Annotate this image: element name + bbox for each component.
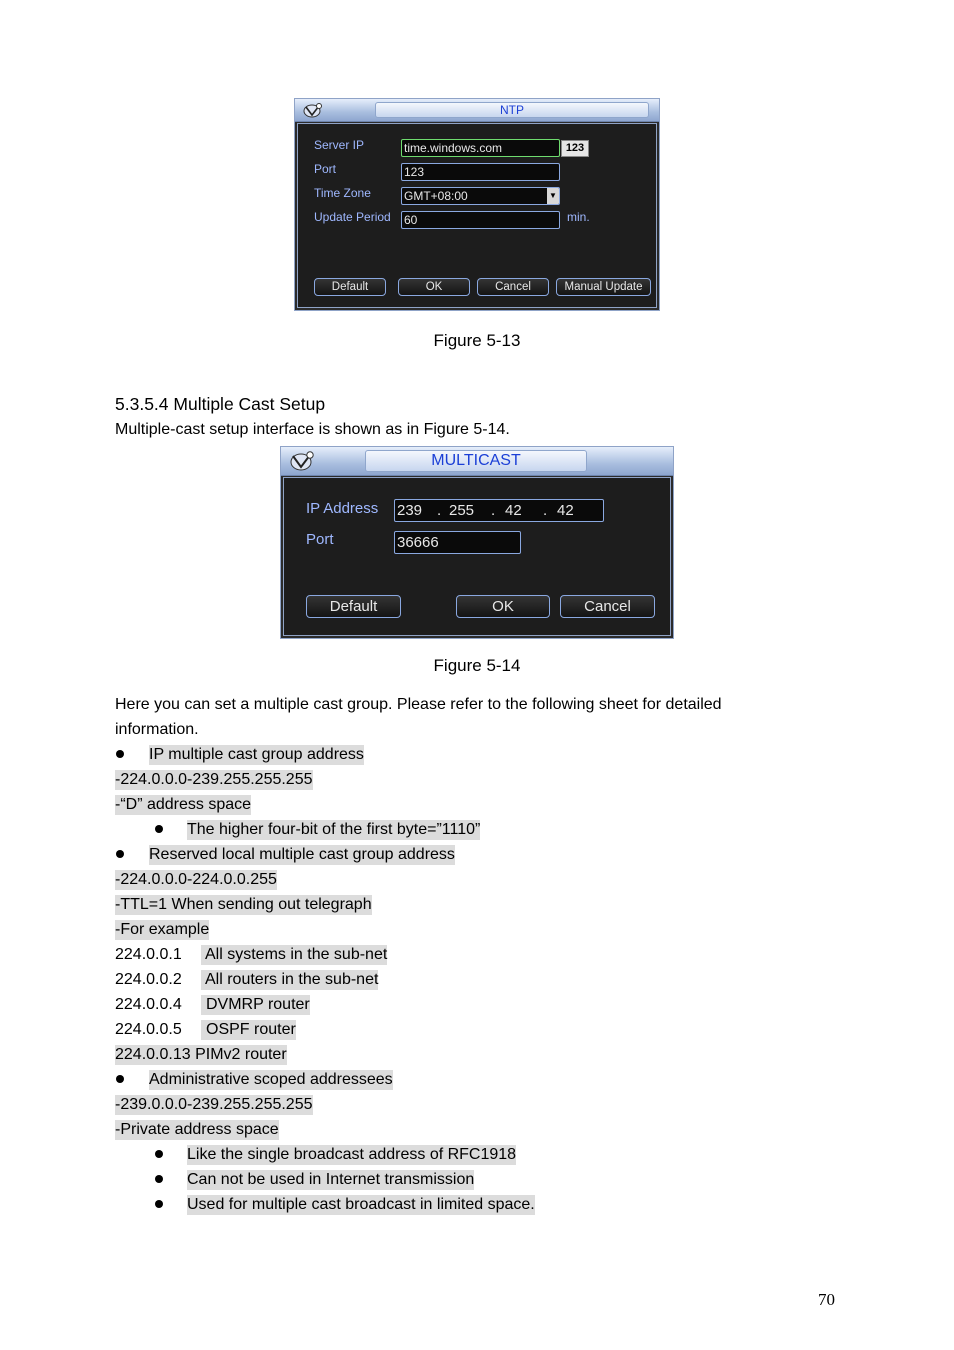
pimv2-router: 224.0.0.13 PIMv2 router [115, 1046, 287, 1063]
example-addr: 224.0.0.4 [115, 996, 182, 1013]
multicast-ok-button[interactable]: OK [456, 595, 550, 618]
server-ip-input[interactable]: time.windows.com [401, 139, 560, 157]
range-3: -239.0.0.0-239.255.255.255 [115, 1096, 313, 1113]
multicast-cancel-button[interactable]: Cancel [560, 595, 655, 618]
bullet-reserved: Reserved local multiple cast group address [149, 846, 455, 863]
ntp-body [297, 123, 657, 308]
multicast-body [283, 477, 671, 636]
example-addr: 224.0.0.2 [115, 971, 182, 988]
ip-address-label: IP Address [306, 500, 379, 517]
sub-rfc1918: Like the single broadcast address of RFC1918 [187, 1146, 517, 1163]
bullet-icon [155, 1150, 163, 1158]
d-address-space: -“D” address space [115, 796, 252, 813]
time-zone-label: Time Zone [314, 186, 371, 200]
range-2: -224.0.0.0-224.0.0.255 [115, 871, 277, 888]
server-ip-label: Server IP [314, 138, 365, 152]
section-heading: 5.3.5.4 Multiple Cast Setup [115, 394, 326, 414]
example-desc: OSPF router [201, 1020, 296, 1040]
time-zone-value: GMT+08:00 [404, 189, 468, 203]
ttl-note: -TTL=1 When sending out telegraph [115, 896, 372, 913]
figure-caption-5-14: Figure 5-14 [433, 656, 521, 675]
bullet-admin: Administrative scoped addressees [149, 1071, 393, 1088]
ip-address-input[interactable] [394, 499, 604, 522]
range-1: -224.0.0.0-239.255.255.255 [115, 771, 313, 788]
update-period-unit: min. [567, 210, 590, 224]
port-label: Port [306, 531, 334, 548]
paragraph-line-1: Here you can set a multiple cast group. Please refer to the following sheet for detailed [115, 696, 722, 713]
sub-limited: Used for multiple cast broadcast in limited space. [187, 1196, 535, 1213]
port-label: Port [314, 162, 337, 176]
example-desc: All routers in the sub-net [201, 970, 378, 990]
paragraph-line-2: information. [115, 721, 199, 738]
app-logo-icon [287, 449, 317, 473]
ntp-title: NTP [375, 102, 649, 118]
ntp-ok-button[interactable]: OK [398, 278, 470, 296]
example-desc: DVMRP router [201, 995, 310, 1015]
example-addr: 224.0.0.1 [115, 946, 182, 963]
update-period-label: Update Period [314, 210, 391, 224]
manual-update-button[interactable]: Manual Update [556, 278, 651, 296]
port-input[interactable]: 36666 [394, 531, 521, 554]
sub-higher-bits: The higher four-bit of the first byte=”1110” [187, 821, 481, 838]
ip-dot-1: . [437, 502, 442, 519]
bullet-icon [116, 750, 124, 758]
ntp-dialog [294, 98, 660, 311]
multicast-default-button[interactable]: Default [306, 595, 401, 618]
ip-octet-4[interactable]: 42 [557, 502, 574, 519]
intro-text: Multiple-cast setup interface is shown as in Figure 5-14. [115, 421, 510, 438]
multicast-title-bar [281, 447, 673, 476]
bullet-icon [116, 850, 124, 858]
figure-caption-5-13: Figure 5-13 [433, 331, 521, 350]
ip-octet-3[interactable]: 42 [505, 502, 522, 519]
ntp-title-bar [295, 99, 659, 122]
sub-internet: Can not be used in Internet transmission [187, 1171, 475, 1188]
bullet-icon [116, 1075, 124, 1083]
ntp-cancel-button[interactable]: Cancel [477, 278, 549, 296]
ip-octet-1[interactable]: 239 [397, 502, 423, 519]
bullet-icon [155, 825, 163, 833]
bullet-ip-group: IP multiple cast group address [149, 746, 364, 763]
app-logo-icon [301, 101, 325, 119]
bullet-icon [155, 1175, 163, 1183]
ip-dot-3: . [543, 502, 548, 519]
ntp-default-button[interactable]: Default [314, 278, 386, 296]
multicast-title: MULTICAST [365, 450, 587, 472]
multicast-dialog [280, 446, 674, 639]
example-addr: 224.0.0.5 [115, 1021, 182, 1038]
time-zone-select[interactable] [401, 187, 560, 205]
ip-dot-2: . [491, 502, 496, 519]
update-period-input[interactable]: 60 [401, 211, 560, 229]
ip-octet-2[interactable]: 255 [449, 502, 475, 519]
chevron-down-icon[interactable]: ▼ [547, 188, 559, 204]
page-number: 70 [818, 1290, 835, 1309]
example-desc: All systems in the sub-net [201, 945, 387, 965]
keyboard-icon[interactable]: 123 [561, 140, 589, 157]
private-space: -Private address space [115, 1121, 279, 1138]
for-example: -For example [115, 921, 210, 938]
port-input[interactable]: 123 [401, 163, 560, 181]
bullet-icon [155, 1200, 163, 1208]
